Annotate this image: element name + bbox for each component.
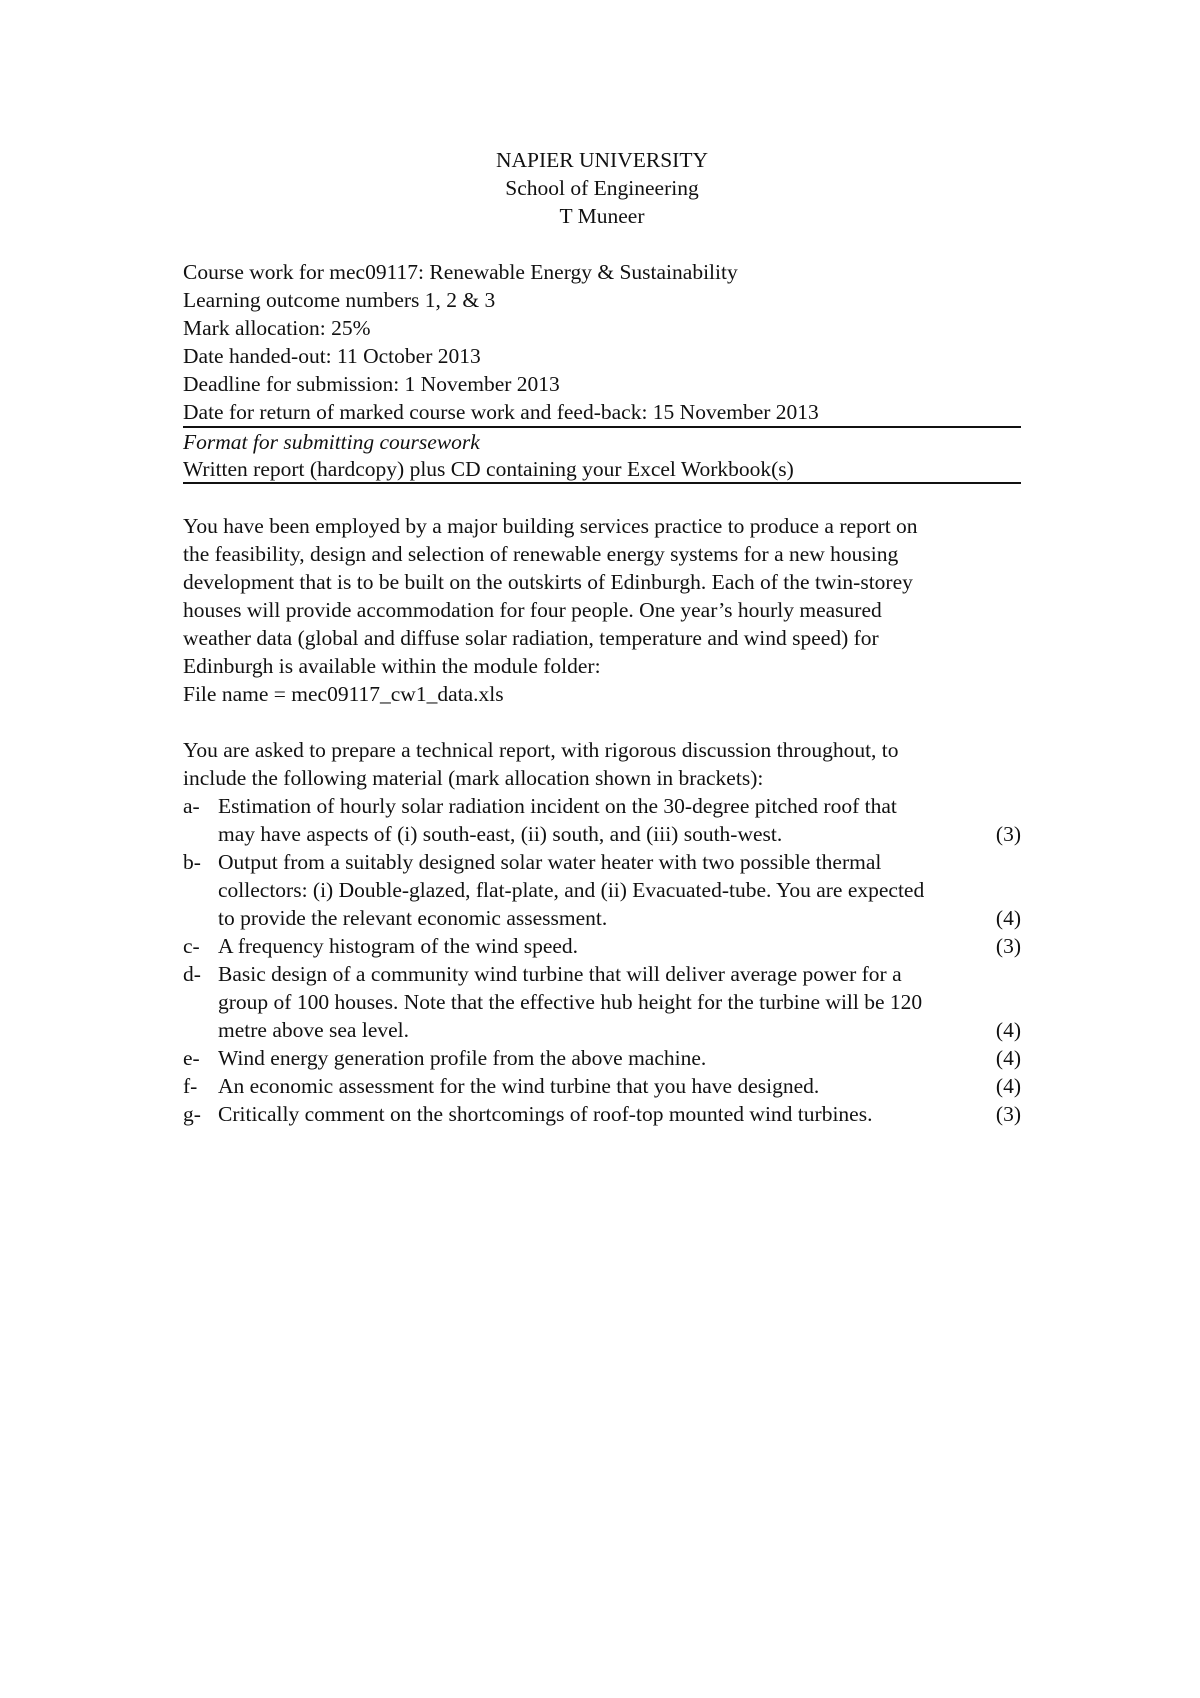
item-mark: (4) xyxy=(995,1046,1021,1070)
document-header xyxy=(183,146,1021,230)
intro-line: You have been employed by a major building services practice to produce a report on xyxy=(183,514,918,538)
item-mark: (3) xyxy=(995,822,1021,846)
task-item-d xyxy=(183,960,1021,1044)
item-line-text: An economic assessment for the wind turbine that you have designed. xyxy=(218,1074,820,1098)
intro-line: weather data (global and diffuse solar radiation, temperature and wind speed) for xyxy=(183,626,879,650)
task-line: include the following material (mark allocation shown in brackets): xyxy=(183,766,764,790)
item-last-line xyxy=(218,1016,1021,1044)
item-mark: (4) xyxy=(995,1018,1021,1042)
item-mark: (3) xyxy=(995,934,1021,958)
item-last-line xyxy=(218,1044,1021,1072)
intro-line: Edinburgh is available within the module folder: xyxy=(183,654,601,678)
school-name: School of Engineering xyxy=(505,176,699,200)
item-letter: g- xyxy=(183,1102,201,1126)
item-line-text: metre above sea level. xyxy=(218,1018,410,1042)
coursework-info xyxy=(183,258,1021,426)
task-item-a xyxy=(183,792,1021,848)
item-letter: c- xyxy=(183,934,200,958)
task-item-g xyxy=(183,1100,1021,1128)
intro-line: development that is to be built on the outskirts of Edinburgh. Each of the twin-storey xyxy=(183,570,913,594)
learning-outcomes: Learning outcome numbers 1, 2 & 3 xyxy=(183,288,496,312)
course-title: Course work for mec09117: Renewable Energy & Sustainability xyxy=(183,260,738,284)
item-letter: e- xyxy=(183,1046,200,1070)
item-line-text: Wind energy generation profile from the above machine. xyxy=(218,1046,707,1070)
mark-allocation: Mark allocation: 25% xyxy=(183,316,371,340)
item-line-text: to provide the relevant economic assessment. xyxy=(218,906,608,930)
item-line: Estimation of hourly solar radiation incident on the 30-degree pitched roof that xyxy=(218,794,897,818)
data-file-name: File name = mec09117_cw1_data.xls xyxy=(183,682,504,706)
task-list xyxy=(183,792,1021,1128)
item-letter: b- xyxy=(183,850,201,874)
item-last-line xyxy=(218,820,1021,848)
intro-line: the feasibility, design and selection of renewable energy systems for a new housing xyxy=(183,542,899,566)
item-line: Basic design of a community wind turbine that will deliver average power for a xyxy=(218,962,902,986)
intro-paragraph xyxy=(183,512,1021,708)
university-name: NAPIER UNIVERSITY xyxy=(495,148,708,172)
format-description: Written report (hardcopy) plus CD containing your Excel Workbook(s) xyxy=(183,457,794,481)
item-line-text: Critically comment on the shortcomings of roof-top mounted wind turbines. xyxy=(218,1102,873,1126)
item-line: Output from a suitably designed solar water heater with two possible thermal xyxy=(218,850,882,874)
item-last-line xyxy=(218,904,1021,932)
item-line-text: A frequency histogram of the wind speed. xyxy=(218,934,579,958)
format-title: Format for submitting coursework xyxy=(183,430,480,454)
intro-line: houses will provide accommodation for four people. One year’s hourly measured xyxy=(183,598,882,622)
item-mark: (4) xyxy=(995,1074,1021,1098)
submission-deadline: Deadline for submission: 1 November 2013 xyxy=(183,372,560,396)
item-line: group of 100 houses. Note that the effective hub height for the turbine will be 120 xyxy=(218,990,923,1014)
document-content xyxy=(183,146,1021,1128)
item-letter: d- xyxy=(183,962,201,986)
item-last-line xyxy=(218,1100,1021,1128)
item-line-text: may have aspects of (i) south-east, (ii) south, and (iii) south-west. xyxy=(218,822,783,846)
item-letter: f- xyxy=(183,1074,198,1098)
author-name: T Muneer xyxy=(559,204,645,228)
item-letter: a- xyxy=(183,794,200,818)
task-item-f xyxy=(183,1072,1021,1100)
item-mark: (3) xyxy=(995,1102,1021,1126)
return-date: Date for return of marked course work and feed-back: 15 November 2013 xyxy=(183,400,819,424)
item-mark: (4) xyxy=(995,906,1021,930)
task-paragraph xyxy=(183,736,1021,1128)
task-item-e xyxy=(183,1044,1021,1072)
task-item-c xyxy=(183,932,1021,960)
task-item-b xyxy=(183,848,1021,932)
item-last-line xyxy=(218,932,1021,960)
divider-bottom xyxy=(183,482,1021,484)
item-last-line xyxy=(218,1072,1021,1100)
date-handed-out: Date handed-out: 11 October 2013 xyxy=(183,344,481,368)
item-line: collectors: (i) Double-glazed, flat-plate, and (ii) Evacuated-tube. You are expected xyxy=(218,878,925,902)
task-line: You are asked to prepare a technical report, with rigorous discussion throughout, to xyxy=(183,738,899,762)
